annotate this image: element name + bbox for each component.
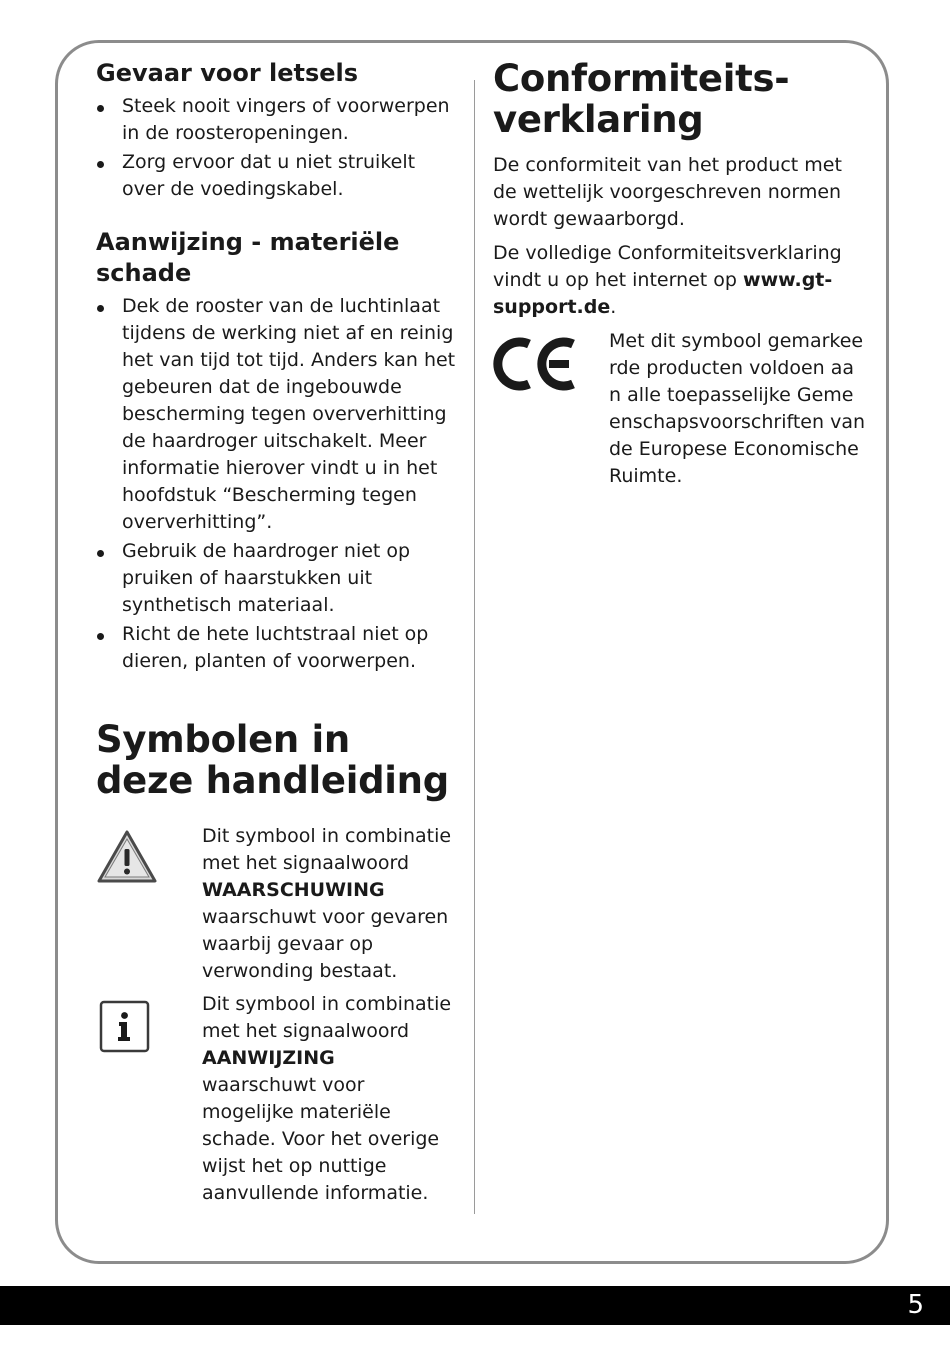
- heading-symbols: Symbolen in deze handleiding: [96, 718, 449, 802]
- injury-danger-list: [96, 93, 458, 203]
- list-item: Steek nooit vingers of voorwerpen in de roosteropeningen.: [96, 93, 458, 147]
- notice-symbol-text: Dit symbool in combinatie met het signaalwoord AANWIJZING waarschuwt voor mogelijke materiële schade. Voor het overige wijst het op nuttige aanvullende informatie.: [202, 993, 452, 1204]
- declaration-paragraph: De volledige Conformiteitsverklaring vindt u op het internet op www.gt-support.de.: [493, 242, 842, 318]
- heading-conformity: Conformiteits- verklaring: [493, 57, 790, 141]
- list-item: Gebruik de haardroger niet op pruiken of haarstukken uit synthetisch materiaal.: [96, 538, 458, 619]
- info-icon: [96, 991, 202, 1059]
- conformity-paragraph: De conformiteit van het product met de wettelijk voorgeschreven normen wordt gewaarborgd.: [493, 154, 842, 230]
- left-column: [96, 58, 458, 1213]
- heading-injury-danger: Gevaar voor letsels: [96, 59, 359, 87]
- list-item: Richt de hete luchtstraal niet op dieren, planten of voorwerpen.: [96, 621, 458, 675]
- notice-symbol-row: [96, 991, 458, 1207]
- column-divider: [474, 80, 475, 1214]
- support-url[interactable]: www.gt-support.de: [493, 269, 833, 318]
- ce-row: [493, 328, 865, 490]
- material-damage-list: [96, 293, 458, 675]
- footer-bar: [0, 1286, 950, 1325]
- list-item: Zorg ervoor dat u niet struikelt over de voedingskabel.: [96, 149, 458, 203]
- right-column: [493, 58, 865, 490]
- warning-symbol-row: [96, 823, 458, 985]
- warning-triangle-icon: [96, 823, 202, 889]
- warning-keyword: WAARSCHUWING: [202, 879, 385, 901]
- page-number: 5: [907, 1290, 924, 1320]
- ce-text: Met dit symbool gemarkeerde producten voldoen aan alle toepasselijke Gemeenschapsvoorschriften van de Europese Economische Ruimte.: [609, 330, 866, 487]
- heading-material-damage: Aanwijzing - materiële schade: [96, 228, 400, 287]
- notice-keyword: AANWIJZING: [202, 1047, 335, 1069]
- ce-mark-icon: [493, 328, 609, 398]
- list-item: Dek de rooster van de luchtinlaat tijdens de werking niet af en reinig het van tijd tot tijd. Anders kan het gebeuren dat de ingebouwde bescherming tegen oververhitting de haardroger uitschakelt. Meer informatie hierover vindt u in het hoofdstuk “Bescherming tegen oververhitting”.: [96, 293, 458, 536]
- warning-symbol-text: Dit symbool in combinatie met het signaalwoord WAARSCHUWING waarschuwt voor gevaren waarbij gevaar op verwonding bestaat.: [202, 825, 452, 982]
